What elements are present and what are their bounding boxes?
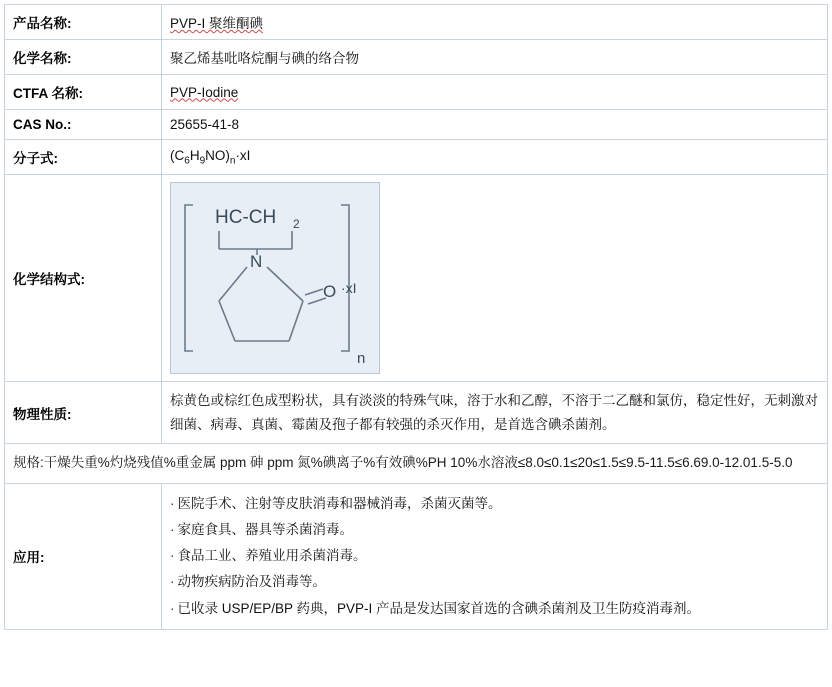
row-label-molecular-formula: 分子式: bbox=[5, 140, 162, 175]
formula-sub-n: n bbox=[229, 155, 236, 167]
application-item-text: 食品工业、养殖业用杀菌消毒。 bbox=[177, 548, 367, 564]
list-item bbox=[170, 596, 819, 622]
bullet-icon: · bbox=[170, 600, 175, 616]
application-item-text: 医院手术、注射等皮肤消毒和器械消毒，杀菌灭菌等。 bbox=[177, 495, 502, 511]
table-row-chemical-name bbox=[5, 40, 828, 75]
row-value-ctfa-name bbox=[162, 75, 828, 110]
product-name-text: PVP-I 聚维酮碘 bbox=[170, 16, 264, 31]
table-row-application bbox=[5, 483, 828, 630]
bullet-icon: · bbox=[170, 574, 175, 590]
row-label-cas-no: CAS No.: bbox=[5, 110, 162, 140]
list-item bbox=[170, 569, 819, 595]
application-item-text: 已收录 USP/EP/BP 药典，PVP-I 产品是发达国家首选的含碘杀菌剂及卫生防疫消毒剂。 bbox=[177, 600, 701, 616]
application-list bbox=[162, 483, 828, 630]
table-row-product-name bbox=[5, 5, 828, 40]
row-label-application: 应用: bbox=[5, 483, 162, 630]
structure-subscript-n: n bbox=[357, 350, 366, 367]
structure-diagram-svg bbox=[171, 183, 379, 373]
formula-no: NO) bbox=[205, 147, 230, 163]
application-item-text: 动物疾病防治及消毒等。 bbox=[177, 574, 326, 590]
application-item-text: 家庭食具、器具等杀菌消毒。 bbox=[177, 521, 353, 537]
row-label-physical-properties: 物理性质: bbox=[5, 382, 162, 444]
row-label-chemical-name: 化学名称: bbox=[5, 40, 162, 75]
list-item bbox=[170, 543, 819, 569]
formula-suffix: ·xI bbox=[235, 147, 251, 163]
bullet-icon: · bbox=[170, 521, 175, 537]
table-row-ctfa-name bbox=[5, 75, 828, 110]
row-value-product-name bbox=[162, 5, 828, 40]
row-value-chemical-name: 聚乙烯基吡咯烷酮与碘的络合物 bbox=[162, 40, 828, 75]
list-item bbox=[170, 517, 819, 543]
structure-top-label: HC-CH bbox=[215, 207, 277, 228]
row-label-structure: 化学结构式: bbox=[5, 175, 162, 382]
chemical-structure-image bbox=[170, 182, 380, 374]
table-row-specification bbox=[5, 444, 828, 483]
table-row-molecular-formula bbox=[5, 140, 828, 175]
row-value-physical-properties: 棕黄色或棕红色成型粉状，具有淡淡的特殊气味，溶于水和乙醇，不溶于二乙醚和氯仿，稳定性好，无刺激对细菌、病毒、真菌、霉菌及孢子都有较强的杀灭作用，是首选含碘杀菌剂。 bbox=[162, 382, 828, 444]
row-value-cas-no: 25655-41-8 bbox=[162, 110, 828, 140]
formula-sub-9: 9 bbox=[199, 155, 206, 167]
structure-xi-label: ·xI bbox=[341, 280, 357, 296]
bullet-icon: · bbox=[170, 495, 175, 511]
structure-nitrogen-label: N bbox=[250, 252, 263, 271]
bullet-icon: · bbox=[170, 548, 175, 564]
row-label-product-name: 产品名称: bbox=[5, 5, 162, 40]
row-value-molecular-formula bbox=[162, 140, 828, 175]
table-row-cas-no bbox=[5, 110, 828, 140]
formula-sub-6: 6 bbox=[184, 155, 190, 167]
table-row-structure bbox=[5, 175, 828, 382]
specification-text: 规格:干燥失重%灼烧残值%重金属 ppm 砷 ppm 氮%碘离子%有效碘%PH 10%水溶液≤8.0≤0.1≤20≤1.5≤9.5-11.5≤6.69.0-12.01.5-5.0 bbox=[5, 444, 828, 483]
list-item bbox=[170, 491, 819, 517]
structure-top-sub: 2 bbox=[293, 217, 300, 231]
row-label-ctfa-name: CTFA 名称: bbox=[5, 75, 162, 110]
formula-prefix: (C bbox=[170, 147, 185, 163]
structure-oxygen-label: O bbox=[323, 282, 337, 301]
table-row-physical-properties bbox=[5, 382, 828, 444]
formula-h: H bbox=[189, 147, 200, 163]
spec-table bbox=[4, 4, 828, 630]
row-value-structure bbox=[162, 175, 828, 382]
ctfa-name-text: PVP-Iodine bbox=[170, 84, 239, 100]
